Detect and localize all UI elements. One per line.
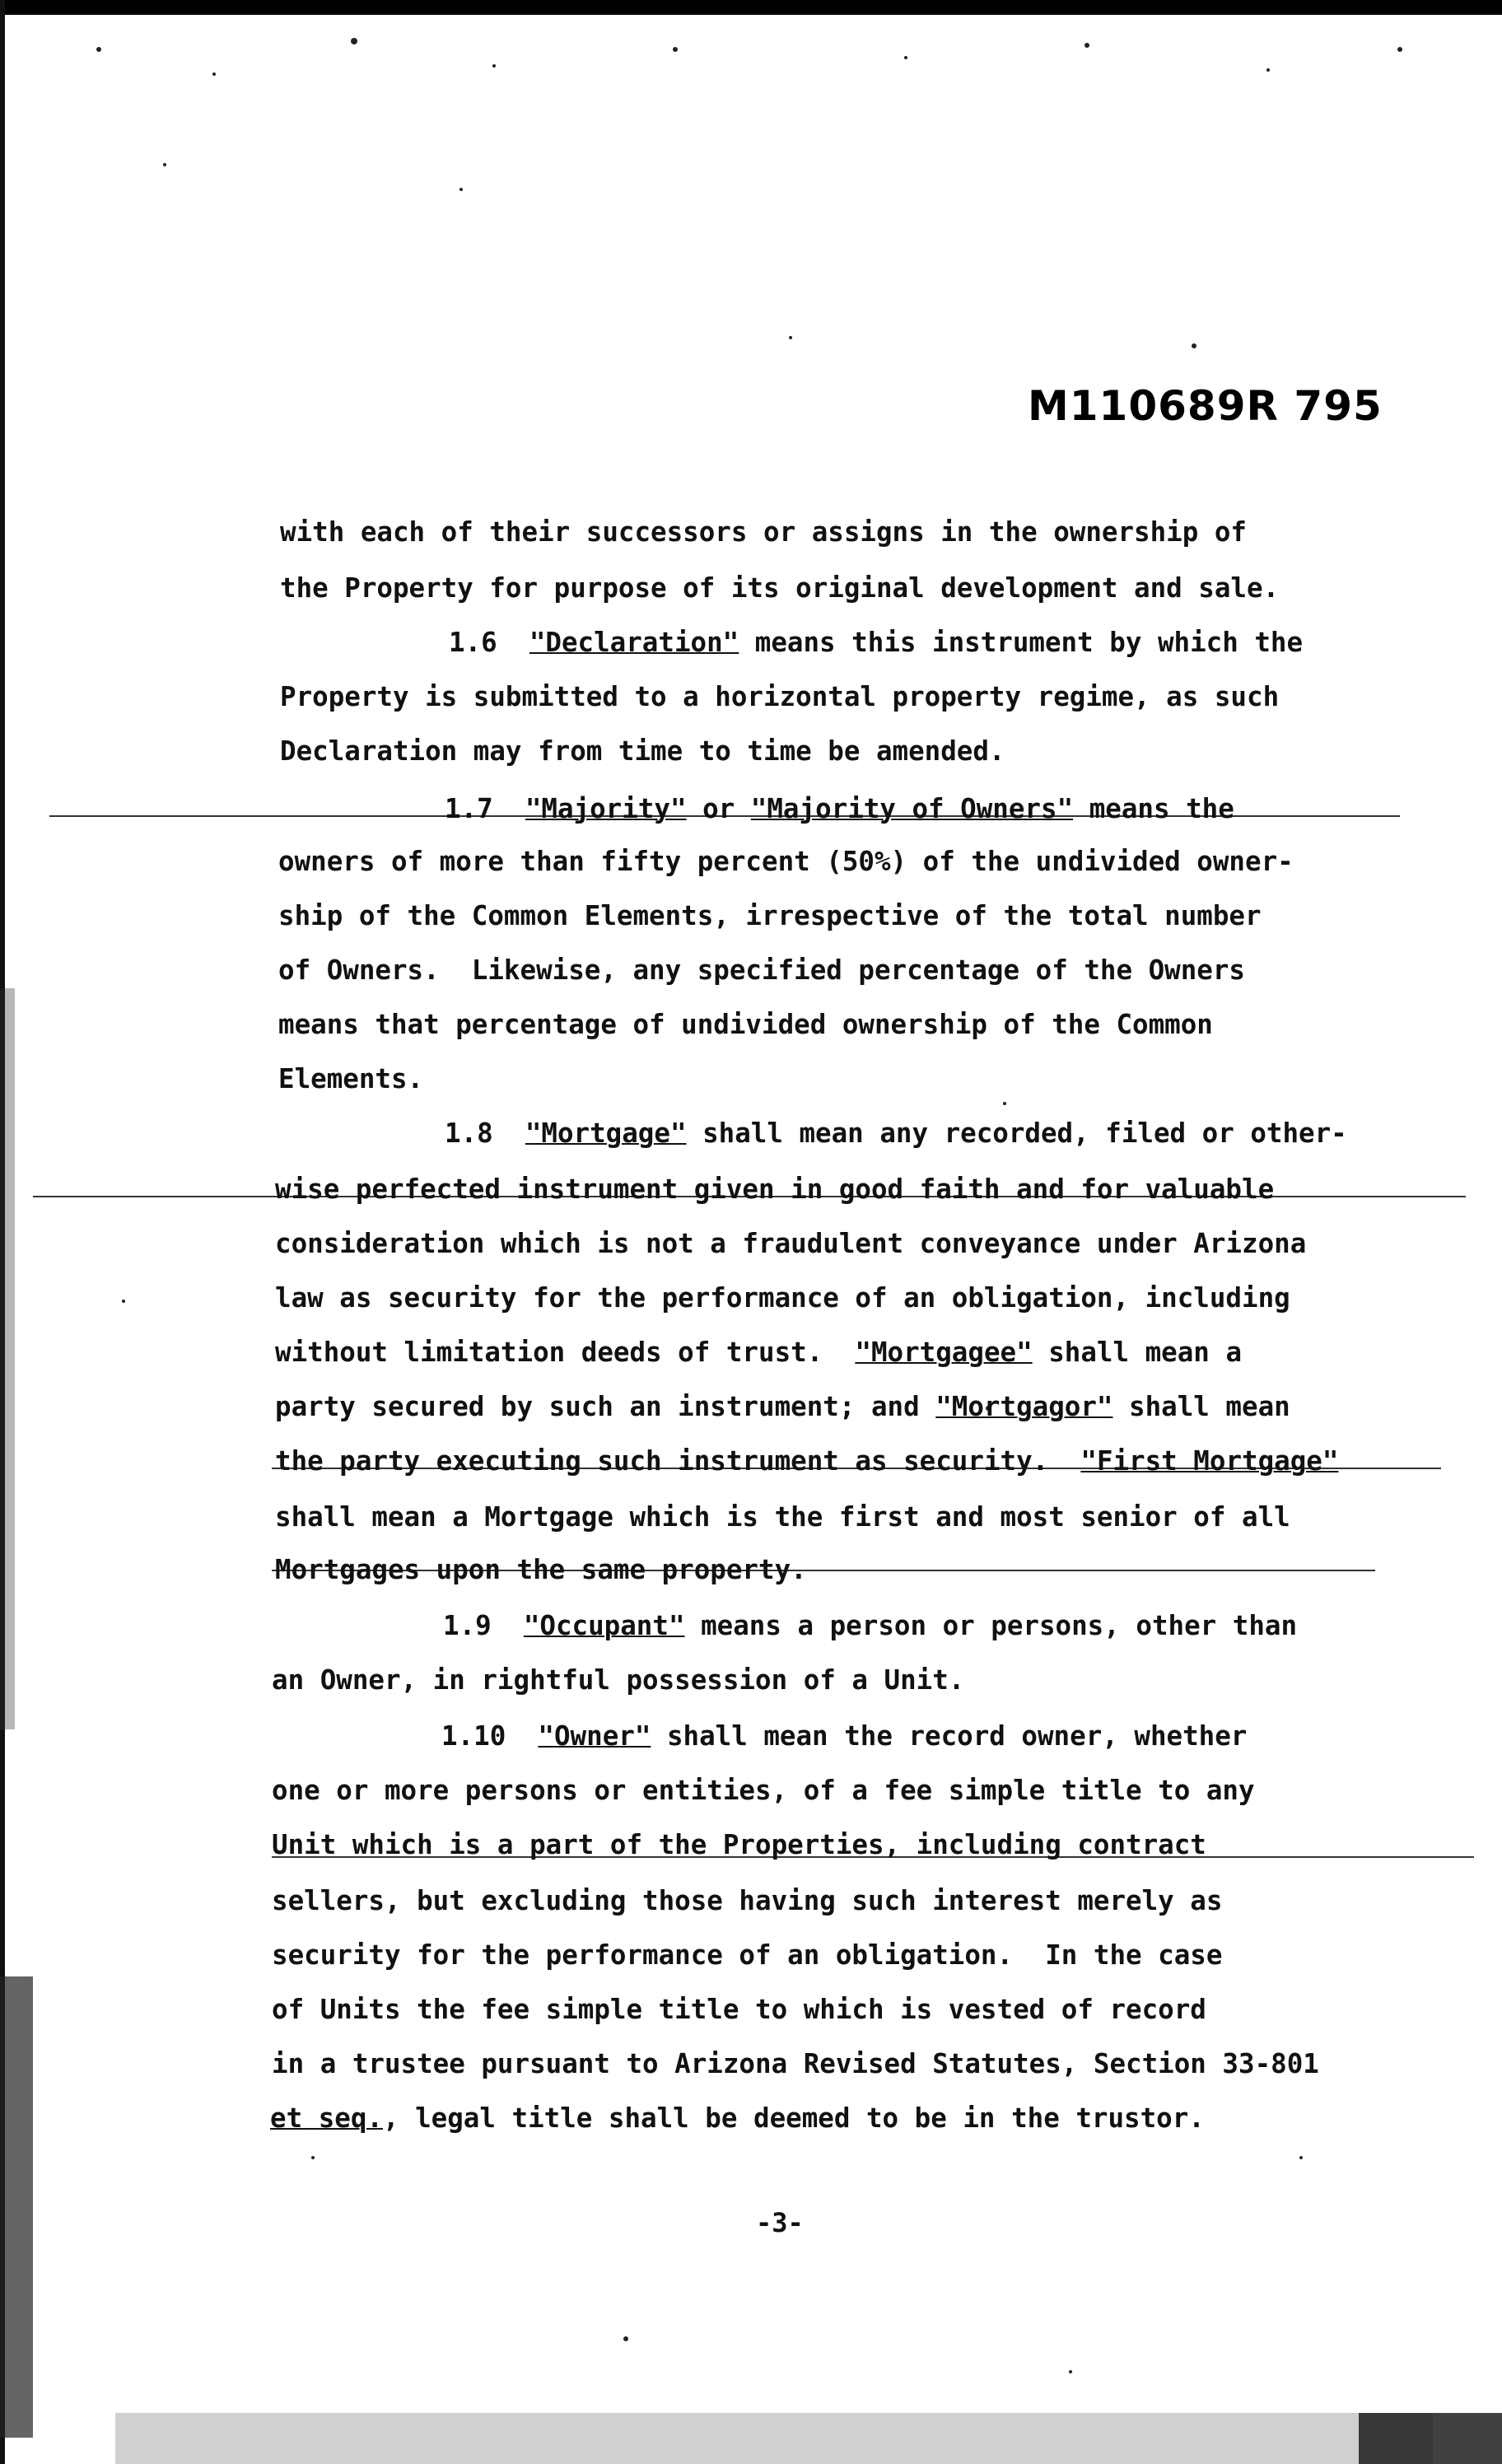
- defined-term: "Occupant": [523, 1610, 685, 1641]
- text-span: means a person or persons, other than: [684, 1610, 1298, 1641]
- section-1-7-heading: [445, 792, 1234, 825]
- text-span: or: [686, 793, 751, 824]
- text-line: [275, 1336, 1242, 1369]
- defined-term: "Mortgagee": [855, 1337, 1033, 1368]
- text-span: shall mean: [1113, 1391, 1290, 1422]
- text-line: wise perfected instrument given in good faith and for valuable: [275, 1174, 1275, 1205]
- text-span: shall mean a: [1032, 1337, 1243, 1368]
- section-number: 1.7: [445, 793, 493, 824]
- section-number: 1.9: [443, 1610, 492, 1641]
- text-line: consideration which is not a fraudulent conveyance under Arizona: [275, 1228, 1307, 1259]
- section-1-6-heading: [449, 626, 1303, 659]
- text-line: owners of more than fifty percent (50%) of the undivided owner-: [278, 846, 1294, 877]
- text-line: [275, 1444, 1338, 1477]
- latin-term: et seq.: [270, 2102, 383, 2134]
- text-span: means the: [1073, 793, 1234, 824]
- text-line: [270, 2102, 1205, 2135]
- text-span: , legal title shall be deemed to be in the trustor.: [382, 2102, 1205, 2134]
- text-span: the party executing such instrument as security.: [275, 1445, 1081, 1477]
- text-line: an Owner, in rightful possession of a Unit.: [272, 1664, 965, 1696]
- defined-term: "Declaration": [529, 627, 739, 658]
- text-line: Property is submitted to a horizontal property regime, as such: [280, 681, 1280, 712]
- text-span: shall mean the record owner, whether: [651, 1720, 1248, 1752]
- text-line: in a trustee pursuant to Arizona Revised Statutes, Section 33-801: [272, 2048, 1319, 2079]
- section-number: 1.8: [445, 1118, 493, 1149]
- text-line: shall mean a Mortgage which is the first and most senior of all: [275, 1501, 1290, 1533]
- text-line: [275, 1390, 1290, 1423]
- section-1-10-heading: [441, 1720, 1247, 1752]
- text-line: Mortgages upon the same property.: [275, 1554, 807, 1585]
- text-line: of Units the fee simple title to which is vested of record: [272, 1994, 1206, 2025]
- defined-term: "Mortgage": [525, 1118, 687, 1149]
- text-line: means that percentage of undivided ownership of the Common: [278, 1009, 1213, 1040]
- text-line: one or more persons or entities, of a fee simple title to any: [272, 1775, 1255, 1806]
- defined-term: "Majority": [525, 793, 687, 824]
- page-number: -3-: [756, 2207, 804, 2238]
- defined-term: "Owner": [538, 1720, 651, 1752]
- text-line: Declaration may from time to time be amended.: [280, 735, 1005, 767]
- section-number: 1.10: [441, 1720, 506, 1752]
- recording-stamp: M110689R 795: [1028, 382, 1383, 430]
- text-span: party secured by such an instrument; and: [275, 1391, 936, 1422]
- defined-term: "First Mortgage": [1080, 1445, 1339, 1477]
- text-line: of Owners. Likewise, any specified percentage of the Owners: [278, 954, 1245, 986]
- defined-term: "Mortgagor": [935, 1391, 1113, 1422]
- defined-term: "Majority of Owners": [750, 793, 1074, 824]
- text-line: Elements.: [278, 1063, 424, 1094]
- section-1-9-heading: [443, 1609, 1297, 1642]
- section-number: 1.6: [449, 627, 497, 658]
- text-span: means this instrument by which the: [739, 627, 1304, 658]
- text-line: law as security for the performance of an obligation, including: [275, 1282, 1290, 1314]
- text-line: ship of the Common Elements, irrespective of the total number: [278, 900, 1262, 931]
- text-line: security for the performance of an obligation. In the case: [272, 1939, 1223, 1971]
- text-span: shall mean any recorded, filed or other-: [686, 1118, 1347, 1149]
- text-line: with each of their successors or assigns in the ownership of: [280, 516, 1247, 548]
- text-line: sellers, but excluding those having such interest merely as: [272, 1885, 1223, 1916]
- text-line: Unit which is a part of the Properties, including contract: [272, 1829, 1206, 1860]
- section-1-8-heading: [445, 1117, 1347, 1150]
- text-line: the Property for purpose of its original development and sale.: [280, 572, 1280, 604]
- text-span: without limitation deeds of trust.: [275, 1337, 856, 1368]
